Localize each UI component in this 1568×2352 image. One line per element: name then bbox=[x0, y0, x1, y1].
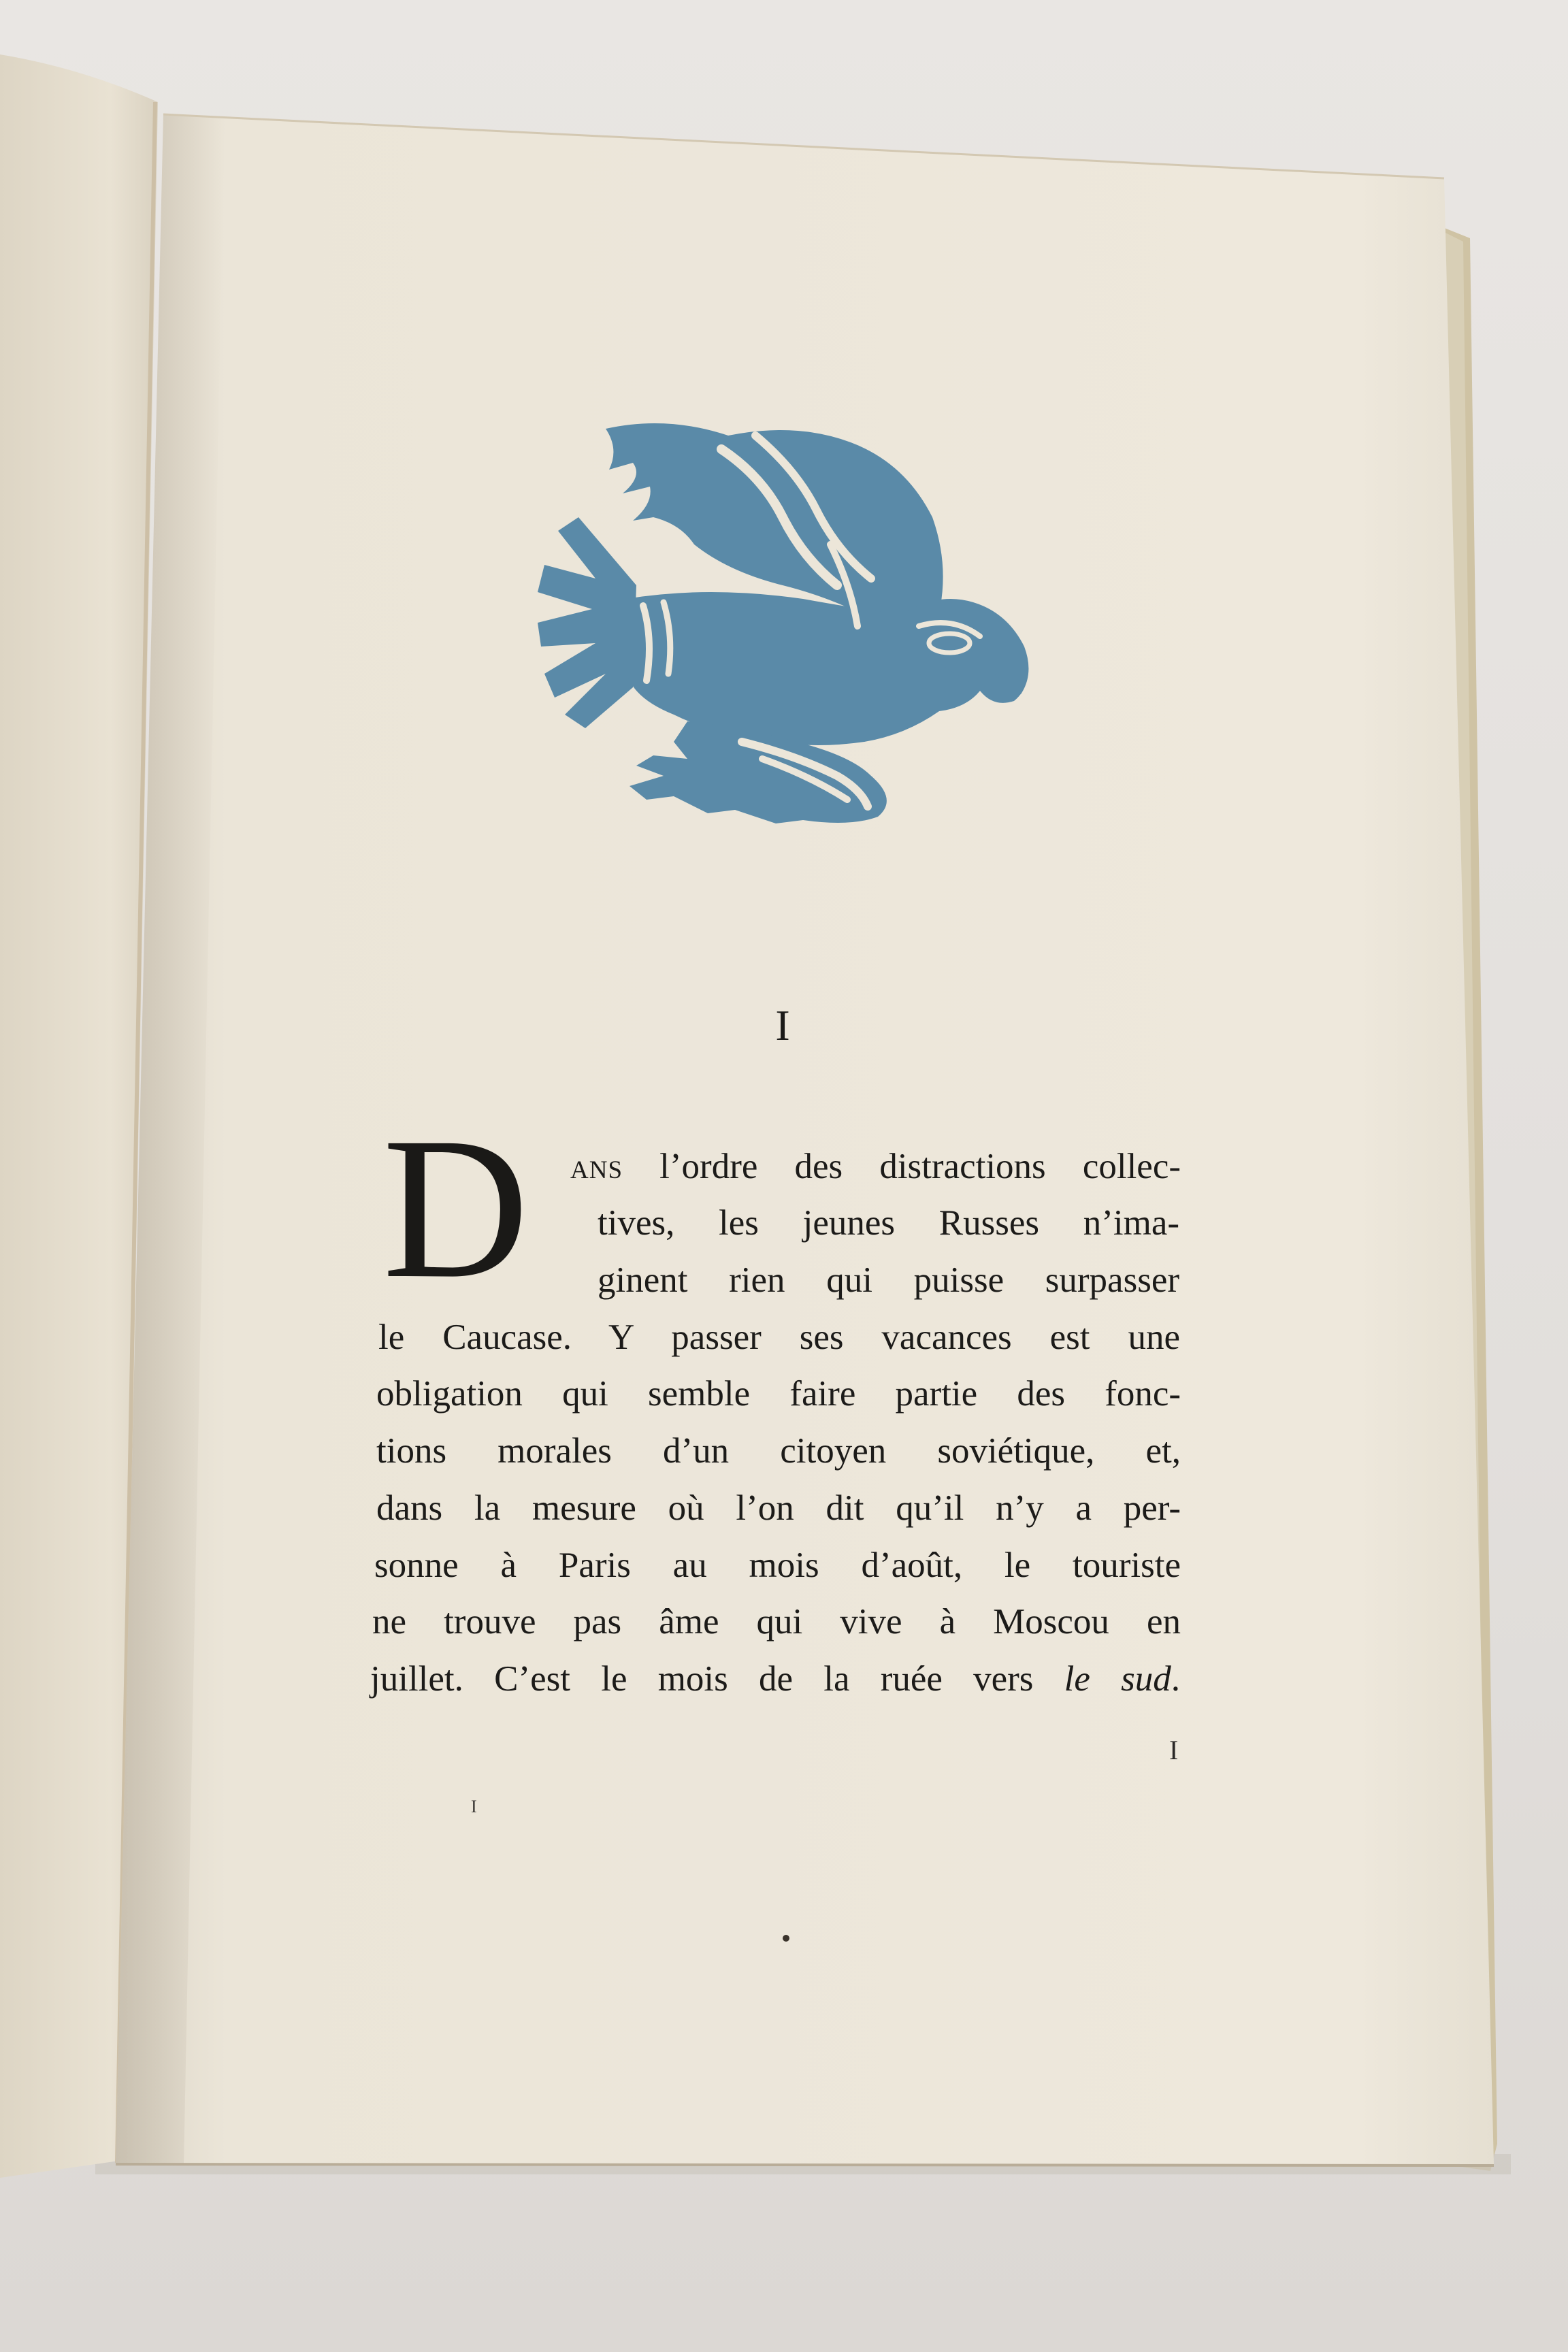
small-caps-lead: ans bbox=[570, 1147, 623, 1186]
page-folio: I bbox=[1169, 1735, 1179, 1765]
text-line: obligation qui semble faire partie des fonc- bbox=[376, 1374, 1181, 1414]
text-line: ans l’ordre des distractions collec- bbox=[570, 1147, 1181, 1186]
text-line: juillet. C’est le mois de la ruée vers le sud. bbox=[370, 1659, 1181, 1699]
text-line: tions morales d’un citoyen soviétique, et, bbox=[376, 1431, 1181, 1471]
italic-phrase: le sud bbox=[1064, 1659, 1171, 1699]
text-line: ginent rien qui puisse surpasser bbox=[598, 1260, 1179, 1300]
book-page: I D ans l’ordre des distractions collec- tives, les jeunes Russes n’ima- ginent rien qui puisse surpasser le Caucase. Y passer ses vacances est une obligation qui semble faire partie des fonc- tions morales d’un citoyen soviétique, et, dans la mesure où l’on dit qu’il n’y a per- sonne à Paris au mois d’août, le touriste ne trouve pas âme qui vive à Moscou en juillet. C’est le mois de la ruée vers le sud. I I bbox=[370, 1001, 1181, 1816]
text-line: le Caucase. Y passer ses vacances est une bbox=[378, 1318, 1180, 1357]
drop-cap: D bbox=[382, 1096, 529, 1320]
text-line: ne trouve pas âme qui vive à Moscou en bbox=[372, 1602, 1181, 1642]
text-line: tives, les jeunes Russes n’ima- bbox=[598, 1203, 1179, 1243]
text-line: sonne à Paris au mois d’août, le touriste bbox=[374, 1546, 1181, 1585]
signature-mark: I bbox=[471, 1797, 477, 1816]
text-line: dans la mesure où l’on dit qu’il n’y a per- bbox=[376, 1488, 1181, 1528]
